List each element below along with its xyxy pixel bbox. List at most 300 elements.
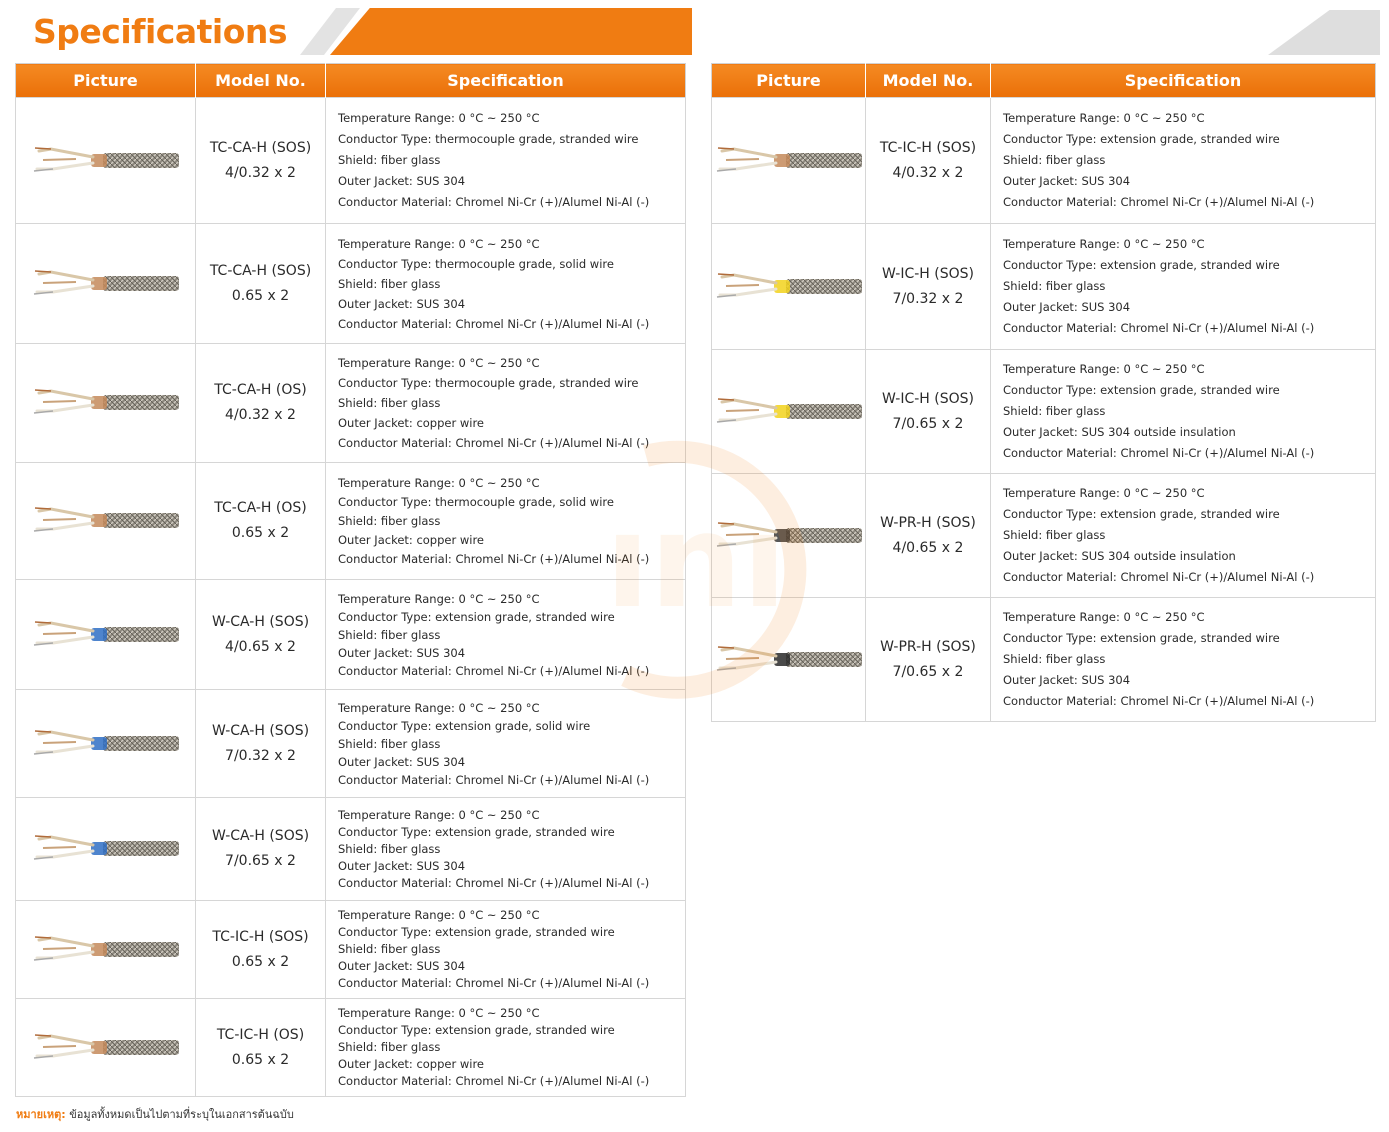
spec-value-temp: 0 °C ~ 250 °C <box>458 236 540 251</box>
spec-line-jacket <box>1003 422 1375 443</box>
spec-label-material: Conductor Material: <box>338 316 452 331</box>
spec-label-material: Conductor Material: <box>338 663 452 678</box>
spec-line-jacket <box>1003 171 1375 192</box>
spec-value-jacket: copper wire <box>416 532 485 547</box>
spec-label-material: Conductor Material: <box>1003 446 1117 460</box>
spec-cell <box>326 98 686 224</box>
spec-line-shield <box>338 941 685 958</box>
spec-line-jacket <box>1003 546 1375 567</box>
spec-line-jacket <box>338 294 685 314</box>
spec-value-jacket: SUS 304 <box>416 858 466 873</box>
spec-label-jacket: Outer Jacket: <box>1003 549 1078 563</box>
spec-line-jacket <box>338 644 685 662</box>
spec-label-shield: Shield: <box>338 627 378 642</box>
spec-line-shield <box>338 1039 685 1056</box>
spec-label-temp: Temperature Range: <box>338 236 455 251</box>
model-name: W-PR-H (SOS) <box>880 638 976 655</box>
spec-label-material: Conductor Material: <box>338 772 452 787</box>
spec-line-type <box>1003 255 1375 276</box>
model-cell <box>196 690 326 798</box>
picture-cell <box>16 901 196 999</box>
banner-corner-decoration <box>1268 10 1380 55</box>
spec-line-type <box>1003 504 1375 525</box>
spec-line-temp <box>338 907 685 924</box>
spec-value-temp: 0 °C ~ 250 °C <box>458 111 540 125</box>
spec-line-shield <box>338 274 685 294</box>
table-row <box>712 224 1376 350</box>
spec-cell <box>991 350 1376 474</box>
spec-label-shield: Shield: <box>1003 279 1043 293</box>
cable-photo-icon <box>714 390 864 434</box>
model-size: 4/0.65 x 2 <box>225 638 296 655</box>
spec-label-material: Conductor Material: <box>338 551 452 566</box>
spec-label-material: Conductor Material: <box>1003 321 1117 335</box>
spec-value-type: extension grade, stranded wire <box>435 925 615 939</box>
model-size: 4/0.32 x 2 <box>892 164 964 181</box>
footnote-label: หมายเหตุ: <box>16 1108 66 1121</box>
spec-label-jacket: Outer Jacket: <box>338 296 413 311</box>
spec-value-temp: 0 °C ~ 250 °C <box>1123 610 1205 624</box>
spec-value-material: Chromel Ni-Cr (+)/Alumel Ni-Al (-) <box>1120 446 1315 460</box>
spec-line-material <box>1003 691 1375 712</box>
table-header-row <box>712 64 1376 98</box>
spec-value-material: Chromel Ni-Cr (+)/Alumel Ni-Al (-) <box>455 436 650 450</box>
spec-line-temp <box>1003 607 1375 628</box>
spec-value-shield: fiber glass <box>1045 279 1106 293</box>
picture-cell <box>712 350 866 474</box>
spec-label-type: Conductor Type: <box>338 925 432 939</box>
spec-value-jacket: SUS 304 <box>1081 300 1131 314</box>
spec-line-temp <box>1003 483 1375 504</box>
table-row <box>712 350 1376 474</box>
spec-line-temp <box>338 108 685 129</box>
spec-value-material: Chromel Ni-Cr (+)/Alumel Ni-Al (-) <box>1120 694 1315 708</box>
spec-value-temp: 0 °C ~ 250 °C <box>458 908 540 922</box>
spec-value-material: Chromel Ni-Cr (+)/Alumel Ni-Al (-) <box>455 195 650 209</box>
spec-value-temp: 0 °C ~ 250 °C <box>1123 111 1205 125</box>
table-row <box>16 798 686 901</box>
spec-label-temp: Temperature Range: <box>338 356 455 370</box>
spec-line-type <box>338 824 685 841</box>
spec-line-material <box>338 433 685 453</box>
spec-label-shield: Shield: <box>338 942 378 956</box>
spec-line-type <box>338 1022 685 1039</box>
spec-line-material <box>1003 567 1375 588</box>
spec-cell <box>326 798 686 901</box>
spec-value-type: extension grade, stranded wire <box>1100 258 1280 272</box>
spec-label-material: Conductor Material: <box>338 875 452 890</box>
spec-line-temp <box>338 699 685 717</box>
table-row <box>16 580 686 690</box>
model-name: TC-IC-H (OS) <box>216 1026 305 1043</box>
cable-photo-icon <box>31 139 181 183</box>
model-cell <box>196 580 326 690</box>
table-row <box>712 474 1376 598</box>
column-header-spec: Specification <box>991 64 1376 98</box>
spec-table-left <box>15 63 686 1097</box>
spec-label-shield: Shield: <box>338 276 378 291</box>
spec-label-type: Conductor Type: <box>338 718 432 733</box>
spec-line-jacket <box>338 531 685 550</box>
spec-value-material: Chromel Ni-Cr (+)/Alumel Ni-Al (-) <box>455 663 650 678</box>
cable-photo-icon <box>31 262 181 306</box>
spec-label-type: Conductor Type: <box>338 494 432 509</box>
spec-value-jacket: SUS 304 <box>1081 673 1131 687</box>
spec-value-material: Chromel Ni-Cr (+)/Alumel Ni-Al (-) <box>455 772 650 787</box>
spec-label-material: Conductor Material: <box>1003 570 1117 584</box>
spec-line-jacket <box>338 858 685 875</box>
spec-line-shield <box>1003 276 1375 297</box>
spec-line-type <box>338 373 685 393</box>
spec-value-material: Chromel Ni-Cr (+)/Alumel Ni-Al (-) <box>1120 321 1315 335</box>
spec-value-temp: 0 °C ~ 250 °C <box>1123 486 1205 500</box>
spec-value-material: Chromel Ni-Cr (+)/Alumel Ni-Al (-) <box>455 551 650 566</box>
table-row <box>16 901 686 999</box>
model-cell <box>196 901 326 999</box>
spec-line-shield <box>338 512 685 531</box>
model-size: 0.65 x 2 <box>231 287 290 304</box>
spec-value-jacket: SUS 304 <box>416 959 466 973</box>
spec-line-shield <box>338 393 685 413</box>
spec-line-shield <box>338 150 685 171</box>
spec-label-material: Conductor Material: <box>338 976 452 990</box>
model-cell <box>866 598 991 722</box>
model-size: 7/0.65 x 2 <box>225 853 296 869</box>
spec-label-type: Conductor Type: <box>338 609 432 624</box>
table-row <box>16 98 686 224</box>
spec-label-shield: Shield: <box>1003 153 1043 167</box>
spec-label-jacket: Outer Jacket: <box>1003 174 1078 188</box>
spec-value-shield: fiber glass <box>380 841 441 856</box>
spec-line-jacket <box>338 1056 685 1073</box>
spec-line-shield <box>338 735 685 753</box>
spec-line-temp <box>338 590 685 608</box>
spec-line-temp <box>338 353 685 373</box>
column-header-picture: Picture <box>712 64 866 98</box>
spec-line-material <box>338 662 685 680</box>
spec-value-shield: fiber glass <box>1045 153 1106 167</box>
model-cell <box>866 350 991 474</box>
spec-value-type: thermocouple grade, solid wire <box>435 494 614 509</box>
model-size: 0.65 x 2 <box>231 953 290 970</box>
spec-label-jacket: Outer Jacket: <box>338 416 413 430</box>
spec-label-shield: Shield: <box>338 153 378 167</box>
spec-line-shield <box>338 841 685 858</box>
cable-photo-icon <box>31 1026 181 1070</box>
picture-cell <box>16 690 196 798</box>
spec-line-shield <box>338 626 685 644</box>
picture-cell <box>16 463 196 580</box>
spec-cell <box>991 474 1376 598</box>
spec-cell <box>326 690 686 798</box>
model-size: 4/0.32 x 2 <box>225 164 296 181</box>
spec-value-type: extension grade, stranded wire <box>1100 383 1280 397</box>
spec-label-type: Conductor Type: <box>338 132 432 146</box>
spec-line-type <box>1003 628 1375 649</box>
spec-cell <box>326 901 686 999</box>
spec-value-type: thermocouple grade, stranded wire <box>435 376 639 390</box>
spec-label-jacket: Outer Jacket: <box>338 532 413 547</box>
table-row <box>16 463 686 580</box>
spec-line-jacket <box>338 171 685 192</box>
spec-line-shield <box>1003 150 1375 171</box>
table-row <box>16 224 686 344</box>
spec-value-jacket: SUS 304 <box>416 754 466 769</box>
spec-value-shield: fiber glass <box>380 396 441 410</box>
cable-photo-icon <box>31 722 181 766</box>
spec-line-type <box>1003 380 1375 401</box>
spec-value-type: extension grade, stranded wire <box>1100 507 1280 521</box>
spec-label-material: Conductor Material: <box>1003 694 1117 708</box>
spec-value-temp: 0 °C ~ 250 °C <box>458 356 540 370</box>
spec-line-material <box>338 314 685 334</box>
spec-label-temp: Temperature Range: <box>1003 237 1120 251</box>
spec-line-temp <box>1003 234 1375 255</box>
spec-line-material <box>1003 318 1375 339</box>
spec-cell <box>991 598 1376 722</box>
spec-line-material <box>338 550 685 569</box>
cable-photo-icon <box>714 139 864 183</box>
spec-label-shield: Shield: <box>338 396 378 410</box>
spec-label-temp: Temperature Range: <box>1003 362 1120 376</box>
spec-line-material <box>338 771 685 789</box>
spec-label-jacket: Outer Jacket: <box>1003 300 1078 314</box>
spec-value-temp: 0 °C ~ 250 °C <box>458 591 540 606</box>
spec-value-shield: fiber glass <box>380 153 441 167</box>
spec-line-shield <box>1003 525 1375 546</box>
table-row <box>712 598 1376 722</box>
spec-label-temp: Temperature Range: <box>338 700 455 715</box>
spec-line-material <box>338 192 685 213</box>
spec-cell <box>326 463 686 580</box>
model-cell <box>196 463 326 580</box>
model-size: 4/0.32 x 2 <box>225 407 296 423</box>
spec-value-type: extension grade, stranded wire <box>1100 132 1280 146</box>
cable-photo-icon <box>714 638 864 682</box>
spec-label-jacket: Outer Jacket: <box>1003 673 1078 687</box>
spec-label-type: Conductor Type: <box>338 824 432 839</box>
spec-label-temp: Temperature Range: <box>1003 610 1120 624</box>
model-cell <box>196 798 326 901</box>
spec-line-material <box>1003 192 1375 213</box>
spec-label-type: Conductor Type: <box>338 376 432 390</box>
model-name: TC-CA-H (OS) <box>214 382 307 398</box>
spec-label-temp: Temperature Range: <box>338 475 455 490</box>
spec-label-material: Conductor Material: <box>338 1074 452 1088</box>
spec-value-shield: fiber glass <box>380 1040 441 1054</box>
spec-label-shield: Shield: <box>338 1040 378 1054</box>
spec-value-material: Chromel Ni-Cr (+)/Alumel Ni-Al (-) <box>1120 195 1315 209</box>
spec-line-temp <box>338 1005 685 1022</box>
spec-value-shield: fiber glass <box>1045 528 1106 542</box>
cable-photo-icon <box>31 928 181 972</box>
spec-label-jacket: Outer Jacket: <box>1003 425 1078 439</box>
cable-photo-icon <box>31 613 181 657</box>
picture-cell <box>712 98 866 224</box>
cable-photo-icon <box>714 265 864 309</box>
spec-cell <box>326 344 686 463</box>
banner-orange-bar <box>330 8 692 55</box>
spec-line-type <box>338 717 685 735</box>
spec-value-shield: fiber glass <box>380 942 441 956</box>
model-size: 7/0.32 x 2 <box>225 747 296 764</box>
spec-value-shield: fiber glass <box>1045 652 1106 666</box>
spec-value-temp: 0 °C ~ 250 °C <box>458 700 540 715</box>
model-cell <box>866 98 991 224</box>
spec-value-temp: 0 °C ~ 250 °C <box>458 807 540 822</box>
spec-label-type: Conductor Type: <box>1003 631 1097 645</box>
spec-line-material <box>338 975 685 992</box>
spec-label-material: Conductor Material: <box>338 436 452 450</box>
spec-value-type: extension grade, solid wire <box>435 718 591 733</box>
footnote-text: ข้อมูลทั้งหมดเป็นไปตามที่ระบุในเอกสารต้นฉบับ <box>69 1108 294 1121</box>
cable-photo-icon <box>31 827 181 871</box>
model-name: W-IC-H (SOS) <box>882 265 974 282</box>
spec-value-jacket: copper wire <box>416 416 485 430</box>
spec-label-temp: Temperature Range: <box>338 807 455 822</box>
spec-label-jacket: Outer Jacket: <box>338 858 413 873</box>
spec-label-material: Conductor Material: <box>1003 195 1117 209</box>
spec-line-type <box>338 924 685 941</box>
picture-cell <box>712 474 866 598</box>
spec-line-temp <box>338 807 685 824</box>
spec-line-material <box>338 875 685 892</box>
model-name: TC-CA-H (SOS) <box>209 262 312 279</box>
spec-label-jacket: Outer Jacket: <box>338 1057 413 1071</box>
spec-cell <box>326 999 686 1097</box>
spec-label-shield: Shield: <box>1003 404 1043 418</box>
model-size: 0.65 x 2 <box>231 525 290 541</box>
cable-photo-icon <box>714 514 864 558</box>
model-cell <box>196 344 326 463</box>
spec-table-right <box>711 63 1376 722</box>
spec-cell <box>991 98 1376 224</box>
spec-value-type: thermocouple grade, solid wire <box>435 256 614 271</box>
spec-cell <box>991 224 1376 350</box>
spec-label-jacket: Outer Jacket: <box>338 174 413 188</box>
spec-value-type: extension grade, stranded wire <box>1100 631 1280 645</box>
spec-value-shield: fiber glass <box>380 627 441 642</box>
spec-value-material: Chromel Ni-Cr (+)/Alumel Ni-Al (-) <box>455 1074 650 1088</box>
spec-line-temp <box>338 234 685 254</box>
model-name: TC-CA-H (OS) <box>214 500 307 516</box>
spec-label-temp: Temperature Range: <box>338 1006 455 1020</box>
spec-value-jacket: SUS 304 outside insulation <box>1081 425 1236 439</box>
table-row <box>712 98 1376 224</box>
spec-value-material: Chromel Ni-Cr (+)/Alumel Ni-Al (-) <box>455 875 650 890</box>
model-name: W-CA-H (SOS) <box>211 722 310 739</box>
spec-label-jacket: Outer Jacket: <box>338 959 413 973</box>
spec-value-shield: fiber glass <box>1045 404 1106 418</box>
cable-photo-icon <box>31 381 181 425</box>
spec-line-material <box>338 1073 685 1090</box>
picture-cell <box>16 224 196 344</box>
picture-cell <box>16 344 196 463</box>
spec-label-shield: Shield: <box>338 841 378 856</box>
spec-label-type: Conductor Type: <box>338 1023 432 1037</box>
spec-line-jacket <box>338 753 685 771</box>
model-name: W-CA-H (SOS) <box>211 613 310 630</box>
model-size: 7/0.32 x 2 <box>892 290 964 307</box>
svg-text:ını: ını <box>605 485 787 637</box>
spec-label-type: Conductor Type: <box>1003 132 1097 146</box>
spec-line-type <box>338 493 685 512</box>
spec-line-type <box>338 254 685 274</box>
spec-value-type: extension grade, stranded wire <box>435 1023 615 1037</box>
spec-label-type: Conductor Type: <box>1003 383 1097 397</box>
model-cell <box>866 474 991 598</box>
spec-label-temp: Temperature Range: <box>338 591 455 606</box>
spec-label-shield: Shield: <box>1003 528 1043 542</box>
picture-cell <box>16 580 196 690</box>
model-size: 7/0.65 x 2 <box>892 663 964 680</box>
spec-value-material: Chromel Ni-Cr (+)/Alumel Ni-Al (-) <box>455 316 650 331</box>
spec-line-type <box>1003 129 1375 150</box>
spec-line-temp <box>1003 359 1375 380</box>
spec-value-jacket: copper wire <box>416 1057 485 1071</box>
spec-value-temp: 0 °C ~ 250 °C <box>1123 362 1205 376</box>
spec-line-jacket <box>338 413 685 433</box>
model-size: 0.65 x 2 <box>231 1051 290 1068</box>
spec-line-jacket <box>1003 297 1375 318</box>
spec-line-shield <box>1003 649 1375 670</box>
picture-cell <box>16 98 196 224</box>
spec-label-temp: Temperature Range: <box>1003 111 1120 125</box>
model-size: 4/0.65 x 2 <box>892 539 964 556</box>
spec-cell <box>326 224 686 344</box>
spec-label-temp: Temperature Range: <box>1003 486 1120 500</box>
spec-cell <box>326 580 686 690</box>
spec-line-jacket <box>338 958 685 975</box>
spec-value-jacket: SUS 304 <box>1081 174 1131 188</box>
cable-photo-icon <box>31 499 181 543</box>
spec-line-temp <box>1003 108 1375 129</box>
spec-value-type: extension grade, stranded wire <box>435 609 615 624</box>
spec-value-temp: 0 °C ~ 250 °C <box>1123 237 1205 251</box>
model-name: TC-IC-H (SOS) <box>212 928 309 945</box>
table-header-row <box>16 64 686 98</box>
model-name: W-CA-H (SOS) <box>211 828 310 844</box>
spec-value-jacket: SUS 304 <box>416 296 466 311</box>
model-name: TC-CA-H (SOS) <box>209 139 312 156</box>
footnote <box>16 1105 294 1123</box>
column-header-model: Model No. <box>196 64 326 98</box>
spec-value-shield: fiber glass <box>380 276 441 291</box>
spec-value-type: thermocouple grade, stranded wire <box>435 132 639 146</box>
spec-value-shield: fiber glass <box>380 513 441 528</box>
spec-value-shield: fiber glass <box>380 736 441 751</box>
spec-value-material: Chromel Ni-Cr (+)/Alumel Ni-Al (-) <box>455 976 650 990</box>
spec-line-shield <box>1003 401 1375 422</box>
spec-line-jacket <box>1003 670 1375 691</box>
spec-value-material: Chromel Ni-Cr (+)/Alumel Ni-Al (-) <box>1120 570 1315 584</box>
column-header-picture: Picture <box>16 64 196 98</box>
spec-line-material <box>1003 443 1375 464</box>
model-cell <box>866 224 991 350</box>
model-name: W-PR-H (SOS) <box>880 514 976 531</box>
spec-label-type: Conductor Type: <box>1003 507 1097 521</box>
picture-cell <box>712 598 866 722</box>
spec-line-temp <box>338 474 685 493</box>
spec-label-jacket: Outer Jacket: <box>338 754 413 769</box>
model-cell <box>196 224 326 344</box>
spec-label-type: Conductor Type: <box>1003 258 1097 272</box>
spec-label-shield: Shield: <box>338 513 378 528</box>
spec-value-jacket: SUS 304 <box>416 645 466 660</box>
picture-cell <box>16 999 196 1097</box>
spec-label-type: Conductor Type: <box>338 256 432 271</box>
column-header-spec: Specification <box>326 64 686 98</box>
